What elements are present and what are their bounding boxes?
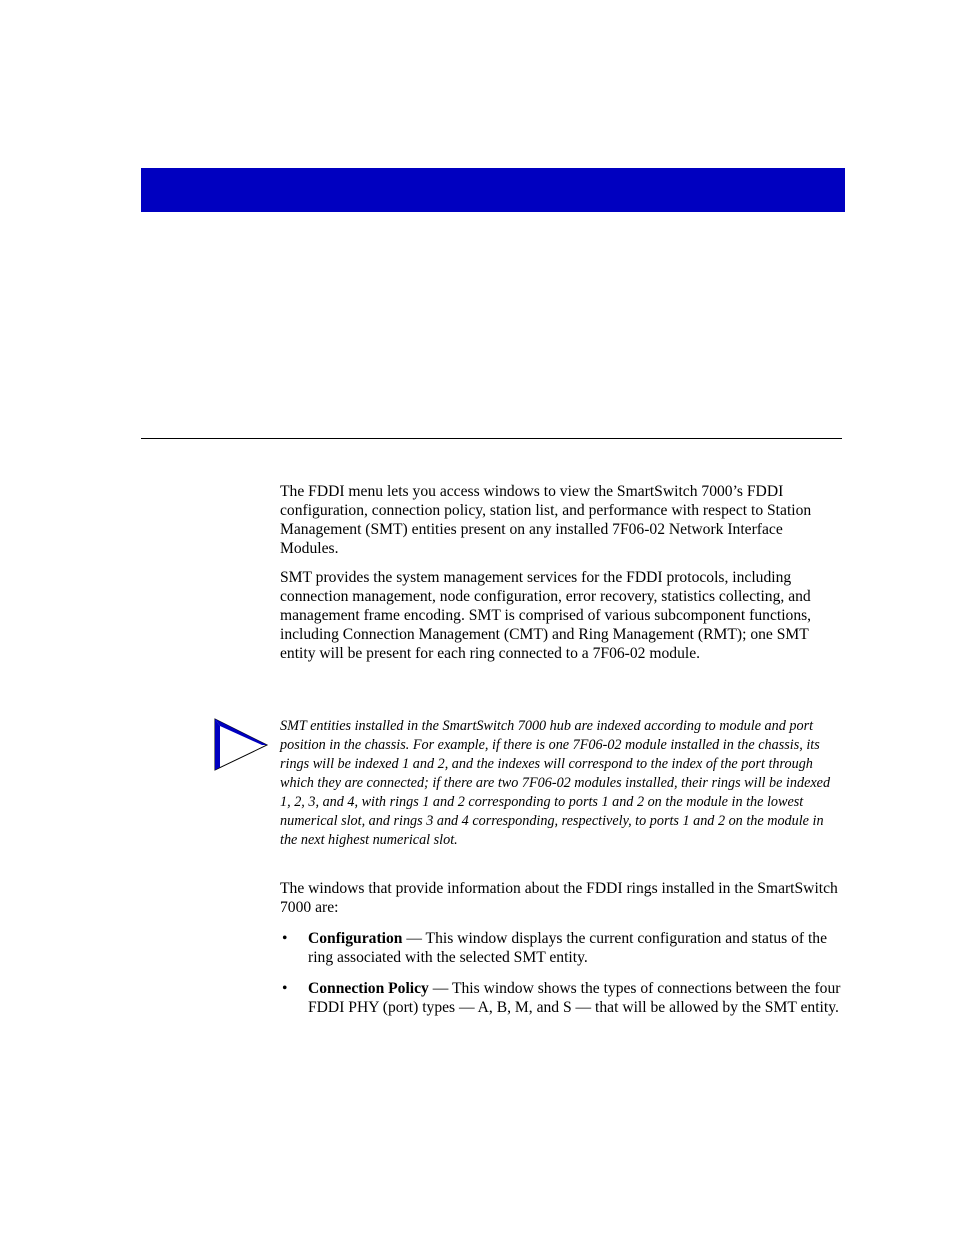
list-item-configuration [280, 929, 842, 967]
note-triangle-icon [212, 715, 270, 775]
list-item-description: — This window displays the current configuration and status of the ring associated with the selected SMT entity. [308, 930, 828, 966]
windows-intro-paragraph: The windows that provide information about the FDDI rings installed in the SmartSwitch 7000 are: [280, 880, 838, 916]
note-text: SMT entities installed in the SmartSwitch 7000 hub are indexed according to module and port position in the chassis. For example, if there is one 7F06-02 module installed in the chassis, its rings will be indexed 1 and 2, and the indexes will correspond to the index of the port through which they are connected; if there are two 7F06-02 modules installed, their rings will be indexed 1, 2, 3, and 4, with rings 1 and 2 corresponding to ports 1 and 2 on the module in the lowest numerical slot, and rings 3 and 4 corresponding, respectively, to ports 1 and 2 on the module in the next highest numerical slot. [280, 718, 831, 848]
intro-paragraph-1: The FDDI menu lets you access windows to view the SmartSwitch 7000’s FDDI configuration, connection policy, station list, and performance with respect to Station Management (SMT) entities present on any installed 7F06-02 Network Interface Modules. [280, 483, 812, 557]
intro-paragraph-2: SMT provides the system management services for the FDDI protocols, including connection management, node configuration, error recovery, statistics collecting, and management frame encoding. SMT is comprised of various subcomponent functions, including Connection Management (CMT) and Ring Management (RMT); one SMT entity will be present for each ring connected to a 7F06-02 module. [280, 569, 812, 662]
list-item-connection-policy [280, 979, 842, 1017]
bullet-mark: • [282, 980, 288, 997]
bullet-mark: • [282, 930, 288, 947]
list-item-term: Connection Policy [308, 980, 429, 997]
section-divider [141, 438, 842, 439]
list-item-description: — This window shows the types of connections between the four FDDI PHY (port) types — A, B, M, and S — that will be allowed by the SMT entity. [308, 980, 841, 1016]
windows-list [280, 929, 842, 1029]
list-item-term: Configuration [308, 930, 403, 947]
chapter-title-bar [141, 168, 845, 212]
